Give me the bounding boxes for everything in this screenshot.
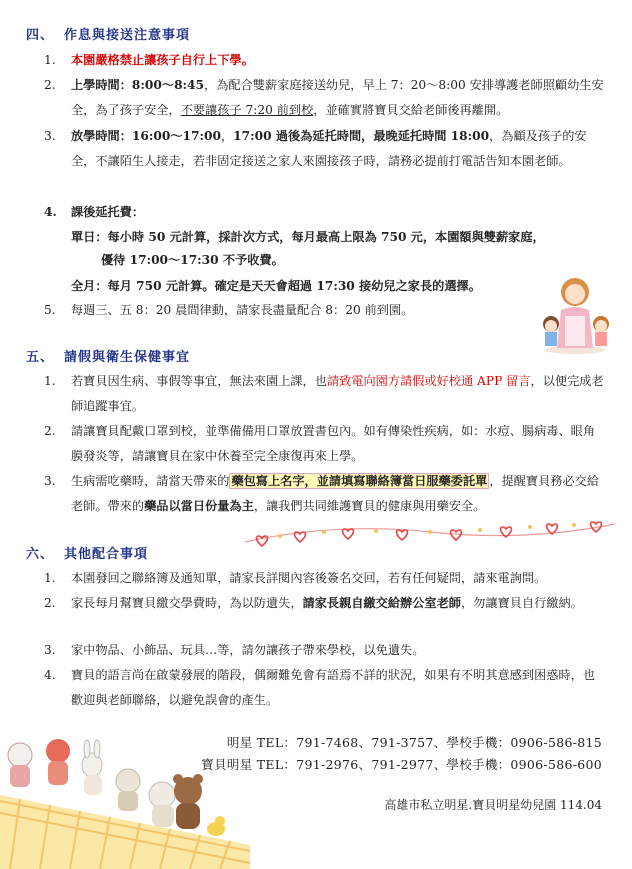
item-number: 4. bbox=[44, 205, 57, 219]
item-number: 3. bbox=[44, 474, 56, 488]
item-number: 2. bbox=[44, 78, 56, 92]
item-segment: 生病需吃藥時，請當天帶來的 bbox=[71, 474, 230, 488]
item-segment: ，以便完成老師追蹤事宜。 bbox=[71, 374, 604, 413]
list-item bbox=[44, 124, 604, 174]
item-segment: ，並確實將寶貝交給老師後再離開。 bbox=[313, 103, 509, 117]
item-text bbox=[71, 591, 604, 616]
item-text: 家中物品、小飾品、玩具…等，請勿讓孩子帶來學校，以免遺失。 bbox=[71, 643, 425, 657]
red-text: 請致電向園方請假或好校通 APP 留言 bbox=[326, 374, 531, 388]
item-text: 寶貝的語言尚在啟蒙發展的階段，偶爾難免會有語焉不詳的狀況，如果有不明其意感到困惑時，也歡迎與老師聯絡，以避免誤會的產生。 bbox=[71, 668, 596, 707]
item-segment: ，為顧及孩子的安全，不讓陌生人接走，若非固定接送之家人來園接孩子時，請務必提前打電話告知本園老師。 bbox=[71, 129, 587, 168]
list-item bbox=[44, 638, 604, 663]
list-item bbox=[44, 419, 604, 469]
underlined-text: 不要讓孩子 7:20 前到校 bbox=[180, 103, 314, 117]
item-label: 上學時間：8:00～8:45 bbox=[71, 78, 205, 92]
section-6-heading bbox=[26, 543, 148, 562]
list-item bbox=[44, 663, 604, 713]
item-segment: 家長每月幫寶貝繳交學費時，為以防遺失， bbox=[71, 596, 303, 610]
section-title: 作息與接送注意事項 bbox=[64, 28, 191, 43]
item-number: 3. bbox=[44, 129, 56, 143]
item-number: 4. bbox=[44, 668, 56, 682]
item-number: 5. bbox=[44, 303, 56, 317]
contact-line-2: 寶貝明星 TEL：791-2976、791-2977、學校手機：0906-586-600 bbox=[201, 757, 602, 772]
list-item bbox=[44, 298, 604, 323]
item-text: 本園發回之聯絡簿及通知單，請家長詳閱內容後簽名交回，若有任何疑問，請來電詢問。 bbox=[71, 571, 547, 585]
section-4-heading bbox=[26, 24, 190, 43]
item-text bbox=[71, 124, 604, 174]
list-item bbox=[44, 566, 604, 591]
item-text: 本園嚴格禁止讓孩子自行上下學。 bbox=[71, 53, 254, 67]
section-5-heading bbox=[26, 346, 190, 365]
fee-month: 全月：每月 750 元計算。確定是天天會超過 17:30 接幼兒之家長的選擇。 bbox=[71, 279, 481, 293]
item-number: 1. bbox=[44, 571, 56, 585]
list-item bbox=[44, 48, 604, 73]
section-number: 五、 bbox=[26, 350, 55, 365]
mother-children-illustration bbox=[535, 270, 617, 356]
item-text bbox=[71, 369, 604, 419]
list-item bbox=[44, 200, 604, 225]
item-segment: ，讓我們共同維護寶貝的健康與用藥安全。 bbox=[253, 499, 486, 513]
list-item bbox=[44, 591, 604, 616]
item-number: 2. bbox=[44, 596, 56, 610]
section-title: 請假與衛生保健事宜 bbox=[64, 350, 191, 365]
item-label: 課後延托費： bbox=[71, 205, 145, 219]
item-segment: 若寶貝因生病、事假等事宜，無法來園上課，也 bbox=[71, 374, 327, 388]
item-segment: ，提醒寶貝務必交給老師。帶來的 bbox=[71, 474, 600, 513]
item-number: 1. bbox=[44, 53, 56, 67]
item-segment: ，為配合雙薪家庭接送幼兒，早上 7：20～8:00 安排導護老師照顧幼生安全，為了孩子安全， bbox=[71, 78, 604, 117]
section-number: 六、 bbox=[26, 547, 55, 562]
fee-day: 單日：每小時 50 元計算，採計次方式，每月最高上限為 750 元，本園額與雙薪家庭， bbox=[71, 230, 545, 244]
highlighted-text: 藥包寫上名字，並請填寫聯絡簿當日服藥委託單 bbox=[231, 474, 488, 488]
school-footer: 高雄市私立明星.寶貝明星幼兒園 114.04 bbox=[384, 798, 602, 812]
item-number: 2. bbox=[44, 424, 56, 438]
section-number: 四、 bbox=[26, 28, 55, 43]
list-item bbox=[44, 369, 604, 419]
bold-text: 藥品以當日份量為主 bbox=[144, 499, 254, 513]
contact-line-1: 明星 TEL：791-7468、791-3757、學校手機：0906-586-815 bbox=[226, 735, 602, 750]
item-text bbox=[71, 73, 604, 123]
item-segment: ， bbox=[220, 129, 234, 143]
heart-garland-decoration bbox=[240, 512, 620, 557]
fee-day-discount: 優待 17:00～17:30 不予收費。 bbox=[101, 253, 284, 267]
bold-text: 17:00 過後為延托時間，最晚延托時間 18:00 bbox=[233, 129, 490, 143]
animal-parade-illustration bbox=[0, 725, 250, 869]
item-segment: ，勿讓寶貝自行繳納。 bbox=[461, 596, 583, 610]
item-number: 1. bbox=[44, 374, 56, 388]
bold-text: 請家長親自繳交給辦公室老師 bbox=[302, 596, 461, 610]
item-number: 3. bbox=[44, 643, 56, 657]
item-label: 放學時間：16:00～17:00 bbox=[71, 129, 221, 143]
item-text: 每週三、五 8：20 晨間律動，請家長盡量配合 8：20 前到園。 bbox=[71, 303, 414, 317]
item-text: 請讓寶貝配戴口罩到校，並準備備用口罩放置書包內。如有傳染性疾病，如：水痘、腸病毒、眼角膜發炎等，請讓寶貝在家中休養至完全康復再來上學。 bbox=[71, 424, 596, 463]
section-title: 其他配合事項 bbox=[64, 547, 149, 562]
list-item bbox=[44, 73, 604, 123]
